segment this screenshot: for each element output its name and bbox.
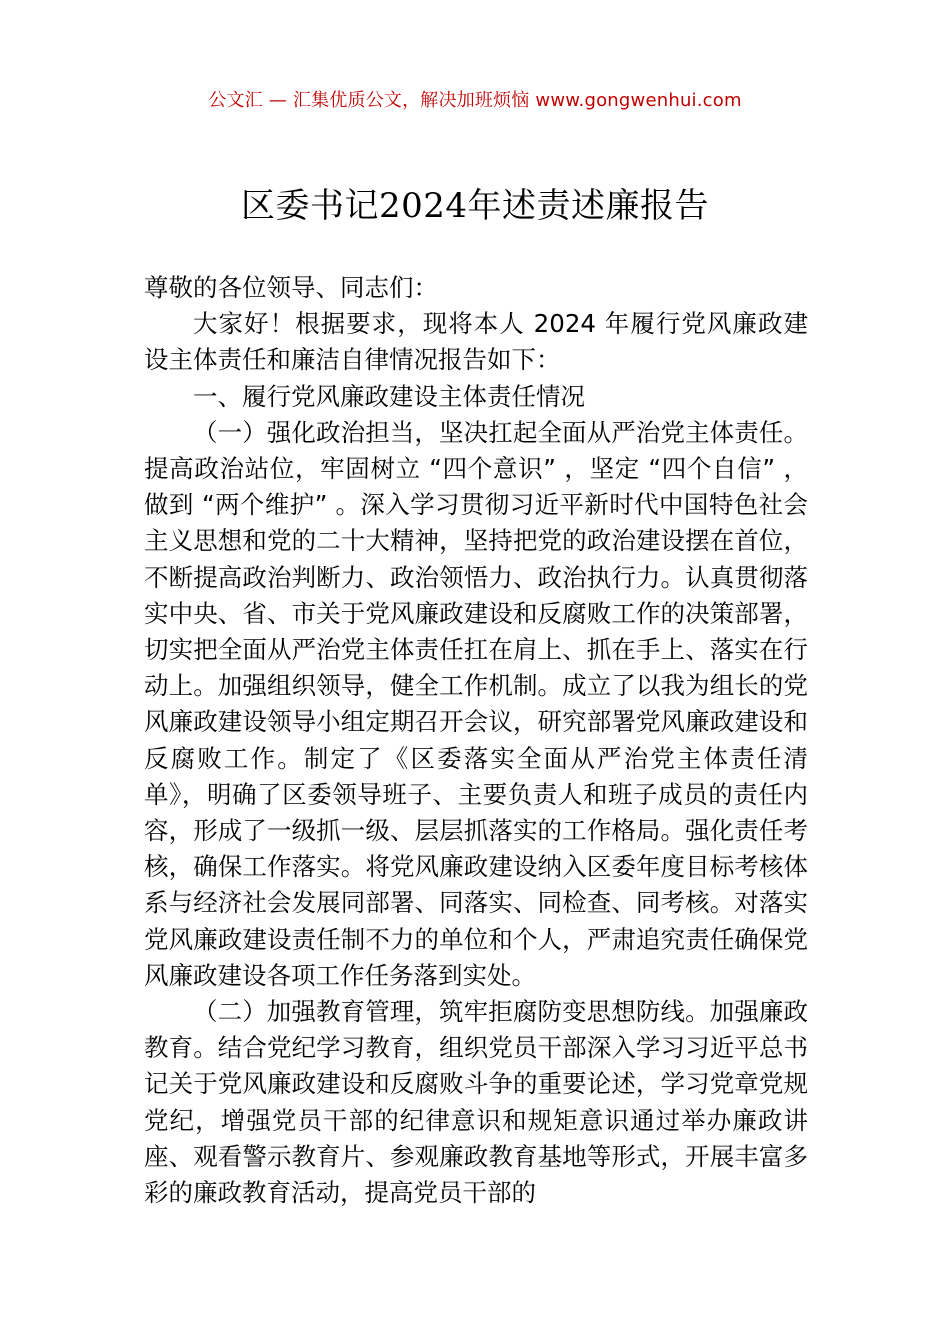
document-title: 区委书记2024年述责述廉报告 xyxy=(240,186,710,226)
watermark-header: 公文汇 — 汇集优质公文，解决加班烦恼 www.gongwenhui.com xyxy=(208,90,742,111)
salutation: 尊敬的各位领导、同志们： xyxy=(144,273,438,302)
subsection-paragraph-2: （二）加强教育管理，筑牢拒腐防变思想防线。加强廉政教育。结合党纪学习教育，组织党员干部深入学习习近平总书记关于党风廉政建设和反腐败斗争的重要论述，学习党章党规党纪，增强党员干部的纪律意识和规矩意识通过举办廉政讲座、观看警示教育片、参观廉政教育基地等形式，开展丰富多彩的廉政教育活动，提高党员干部的 xyxy=(144,997,808,1208)
document-body xyxy=(144,270,808,1211)
intro-paragraph: 大家好！根据要求，现将本人 2024 年履行党风廉政建设主体责任和廉洁自律情况报告如下： xyxy=(144,309,808,375)
section-heading-1: 一、履行党风廉政建设主体责任情况 xyxy=(193,381,585,411)
subsection-paragraph-1: （一）强化政治担当，坚决扛起全面从严治党主体责任。提高政治站位，牢固树立 “四个意识” ，坚定 “四个自信” ，做到 “两个维护” 。深入学习贯彻习近平新时代中国特色社会主义思想和党的二十大精神，坚持把党的政治建设摆在首位，不断提高政治判断力、政治领悟力、政治执行力。认真贯彻落实中央、省、市关于党风廉政建设和反腐败工作的决策部署，切实把全面从严治党主体责任扛在肩上、抓在手上、落实在行动上。加强组织领导，健全工作机制。成立了以我为组长的党风廉政建设领导小组定期召开会议，研究部署党风廉政建设和反腐败工作。制定了《区委落实全面从严治党主体责任清单》，明确了区委领导班子、主要负责人和班子成员的责任内容，形成了一级抓一级、层层抓落实的工作格局。强化责任考核，确保工作落实。将党风廉政建设纳入区委年度目标考核体系与经济社会发展同部署、同落实、同检查、同考核。对落实党风廉政建设责任制不力的单位和个人，严肃追究责任确保党风廉政建设各项工作任务落到实处。 xyxy=(144,417,808,990)
